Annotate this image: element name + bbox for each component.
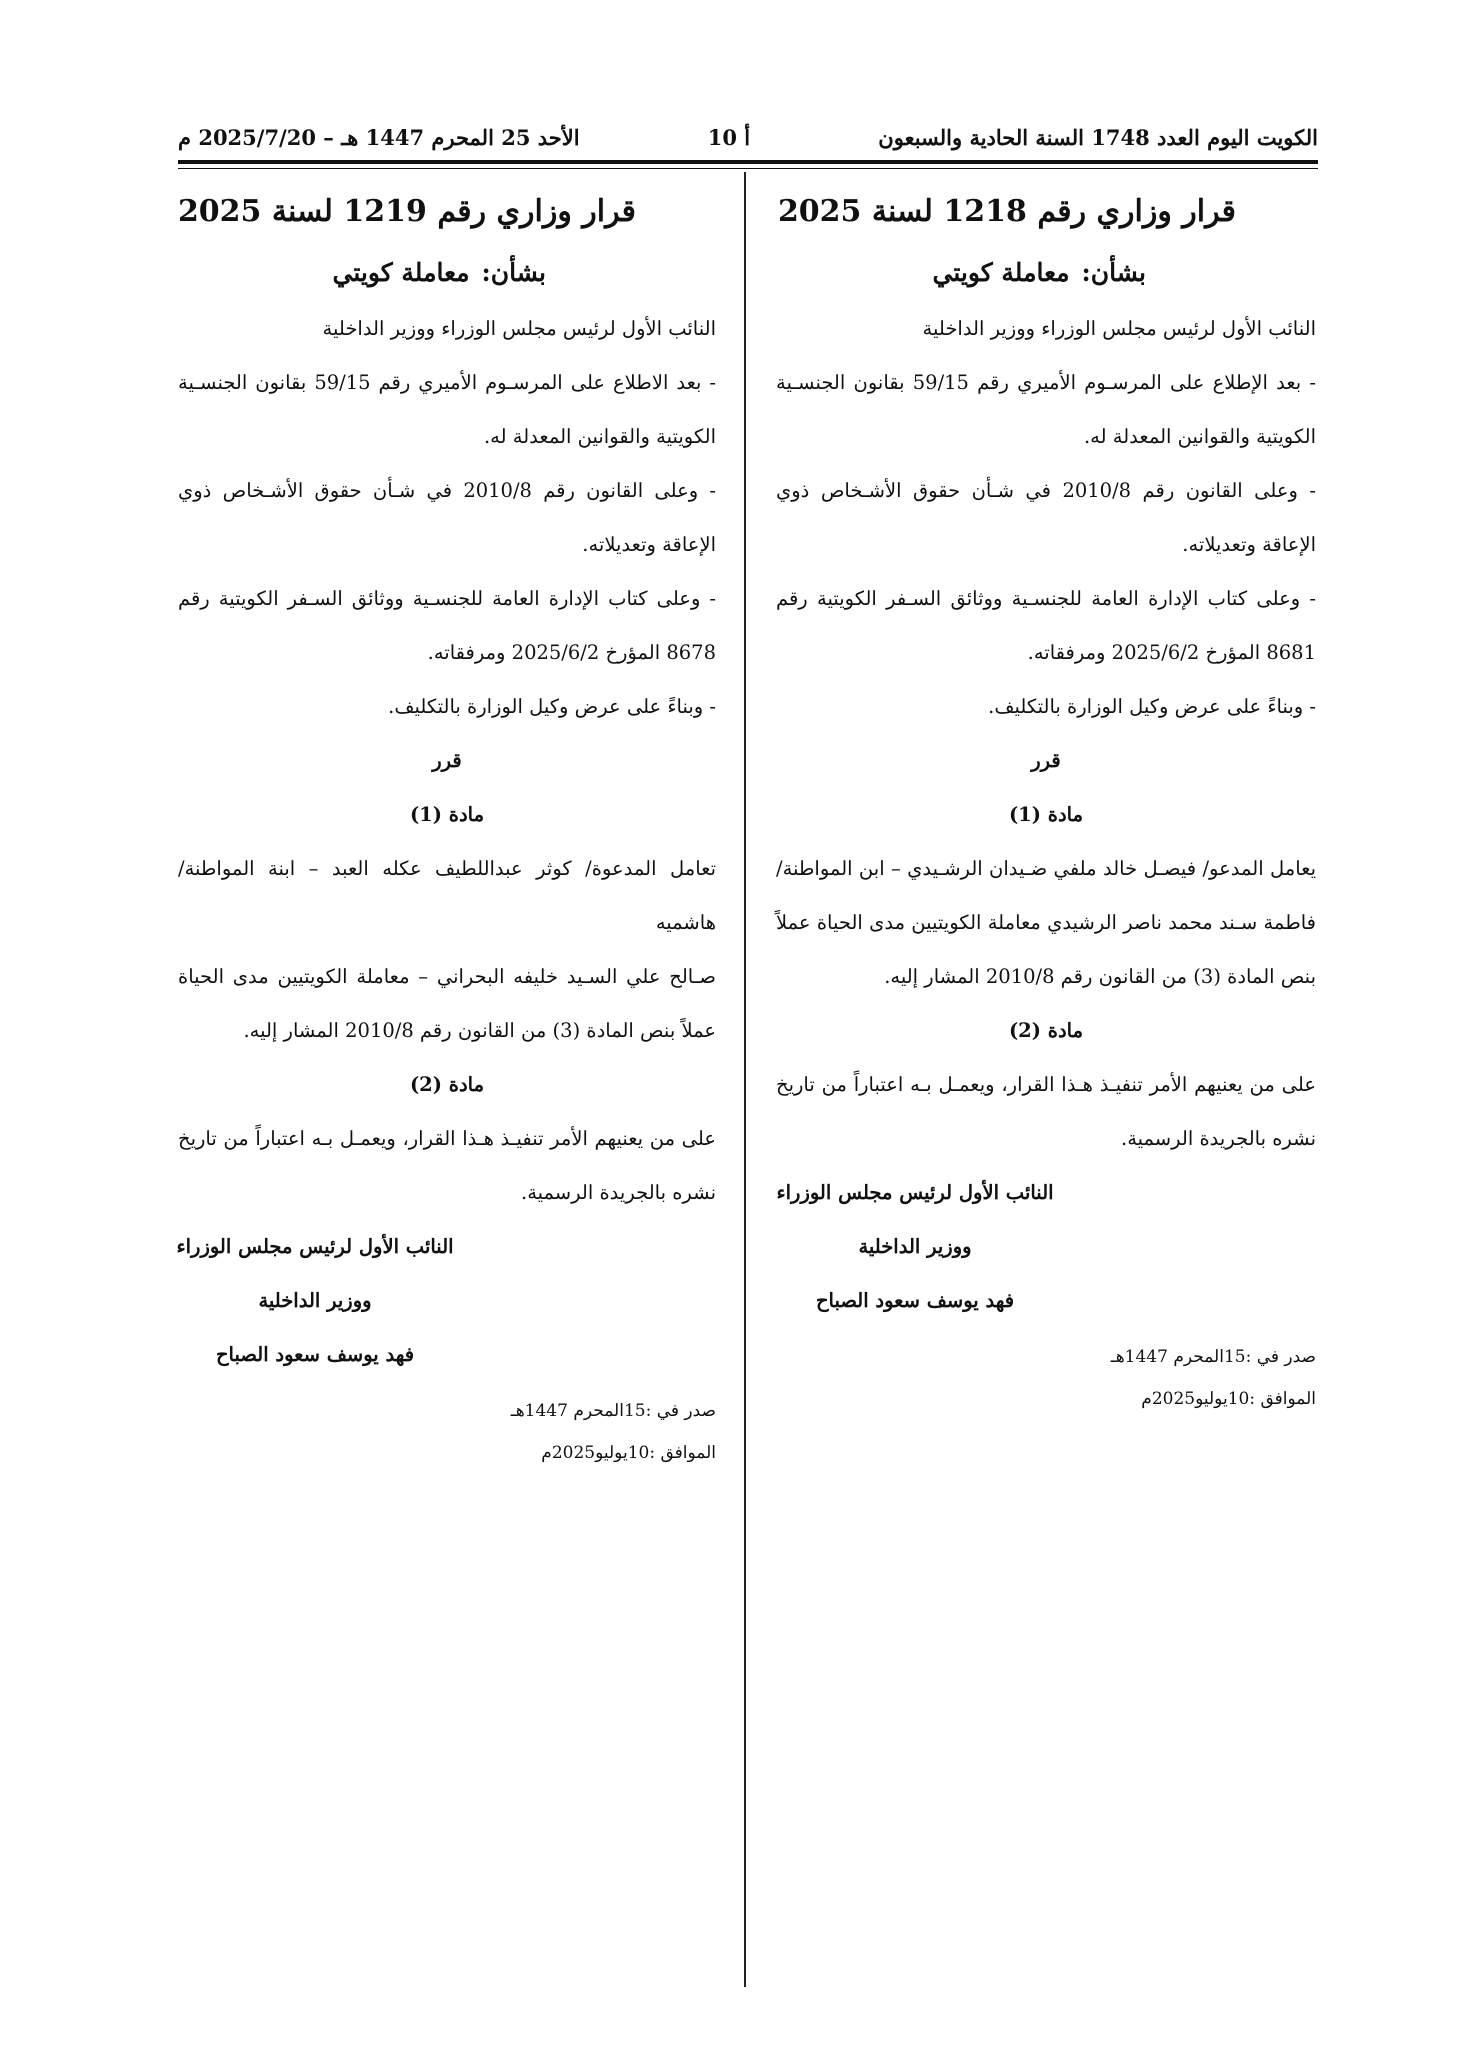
article-1-heading: مادة (1) — [1008, 803, 1084, 826]
signature-title-1: النائب الأول لرئيس مجلس الوزراء — [176, 1235, 454, 1258]
recital-3-line-1: - وعلى كتاب الإدارة العامة للجنسـية ووثائق السـفر الكويتية رقم — [776, 587, 1316, 610]
recital-3-line-2: 8678 المؤرخ 2025/6/2 ومرفقاته. — [427, 641, 716, 664]
page-header — [178, 120, 1318, 154]
recital-1-line-2: الكويتية والقوانين المعدلة له. — [1083, 425, 1316, 448]
column-divider — [744, 172, 746, 1987]
article-1-line-1: يعامل المدعو/ فيصـل خالد ملفي ضـيدان الرشـيدي – ابن المواطنة/ — [776, 857, 1316, 880]
article-1-line-3: بنص المادة (3) من القانون رقم 2010/8 المشار إليه. — [884, 965, 1316, 988]
article-1-line-1: تعامل المدعوة/ كوثر عبداللطيف عكله العبد – ابنة المواطنة/ هاشميه — [178, 857, 716, 934]
decision-title: قرار وزاري رقم 1219 لسنة 2025 — [177, 194, 636, 229]
decision-1219-column — [178, 180, 716, 1474]
based-on-line: - وبناءً على عرض وكيل الوزارة بالتكليف. — [988, 695, 1316, 718]
header-rule-thin — [178, 168, 1318, 169]
subject-text: معاملة كويتي — [932, 258, 1070, 287]
header-rule-thick — [178, 160, 1318, 164]
recital-3-line-2: 8681 المؤرخ 2025/6/2 ومرفقاته. — [1027, 641, 1316, 664]
article-2-line-2: نشره بالجريدة الرسمية. — [521, 1181, 716, 1204]
recital-1-line-1: - بعد الإطلاع على المرسـوم الأميري رقم 59/15 بقانون الجنسـية — [776, 371, 1316, 394]
article-2-line-2: نشره بالجريدة الرسمية. — [1121, 1127, 1316, 1150]
article-1-line-2: صـالح علي السـيد خليفه البحراني – معاملة الكويتيين مدى الحياة — [178, 965, 716, 988]
decision-title: قرار وزاري رقم 1218 لسنة 2025 — [777, 194, 1236, 229]
issued-gregorian-date: الموافق :10يوليو2025م — [1141, 1389, 1316, 1409]
article-2-line-1: على من يعنيهم الأمر تنفيـذ هـذا القرار، ويعمـل بـه اعتباراً من تاريخ — [776, 1073, 1316, 1096]
recital-2-line-1: - وعلى القانون رقم 2010/8 في شـأن حقوق الأشـخاص ذوي — [178, 479, 716, 502]
article-2-line-1: على من يعنيهم الأمر تنفيـذ هـذا القرار، ويعمـل بـه اعتباراً من تاريخ — [178, 1127, 716, 1150]
header-page-number: أ 10 — [707, 124, 751, 150]
signature-title-2: ووزير الداخلية — [858, 1235, 972, 1258]
subject-text: معاملة كويتي — [332, 258, 470, 287]
article-1-line-3: عملاً بنص المادة (3) من القانون رقم 2010/8 المشار إليه. — [243, 1019, 716, 1042]
decreed-heading: قرر — [432, 749, 462, 772]
issued-gregorian-date: الموافق :10يوليو2025م — [541, 1443, 716, 1463]
decision-subject — [178, 244, 546, 302]
recital-2-line-2: الإعاقة وتعديلاته. — [582, 533, 716, 556]
signature-name: فهد يوسف سعود الصباح — [215, 1343, 415, 1366]
article-1-heading: مادة (1) — [409, 803, 485, 826]
header-date: الأحد 25 المحرم 1447 هـ – 2025/7/20 م — [178, 124, 580, 150]
article-1-line-2: فاطمة سـند محمد ناصر الرشيدي معاملة الكويتيين مدى الحياة عملاً — [776, 911, 1316, 934]
issued-hijri-date: صدر في :15المحرم 1447هـ — [1110, 1347, 1316, 1367]
recital-1-line-2: الكويتية والقوانين المعدلة له. — [483, 425, 716, 448]
based-on-line: - وبناءً على عرض وكيل الوزارة بالتكليف. — [388, 695, 716, 718]
recital-3-line-1: - وعلى كتاب الإدارة العامة للجنسـية ووثائق السـفر الكويتية رقم — [178, 587, 716, 610]
issuer-line: النائب الأول لرئيس مجلس الوزراء ووزير الداخلية — [322, 317, 716, 340]
recital-1-line-1: - بعد الاطلاع على المرسـوم الأميري رقم 59/15 بقانون الجنسـية — [178, 371, 717, 394]
signature-title-2: ووزير الداخلية — [258, 1289, 372, 1312]
issued-hijri-date: صدر في :15المحرم 1447هـ — [510, 1401, 716, 1421]
recital-2-line-1: - وعلى القانون رقم 2010/8 في شـأن حقوق الأشـخاص ذوي — [776, 479, 1316, 502]
decision-subject — [776, 244, 1146, 302]
decreed-heading: قرر — [1031, 749, 1061, 772]
subject-label: بشأن: — [481, 258, 546, 287]
decision-1218-column — [776, 180, 1316, 1420]
subject-label: بشأن: — [1081, 258, 1146, 287]
header-issue-info: الكويت اليوم العدد 1748 السنة الحادية والسبعون — [878, 124, 1318, 150]
article-2-heading: مادة (2) — [1008, 1019, 1084, 1042]
issuer-line: النائب الأول لرئيس مجلس الوزراء ووزير الداخلية — [922, 317, 1316, 340]
signature-name: فهد يوسف سعود الصباح — [815, 1289, 1015, 1312]
signature-title-1: النائب الأول لرئيس مجلس الوزراء — [776, 1181, 1054, 1204]
article-2-heading: مادة (2) — [409, 1073, 485, 1096]
recital-2-line-2: الإعاقة وتعديلاته. — [1182, 533, 1316, 556]
